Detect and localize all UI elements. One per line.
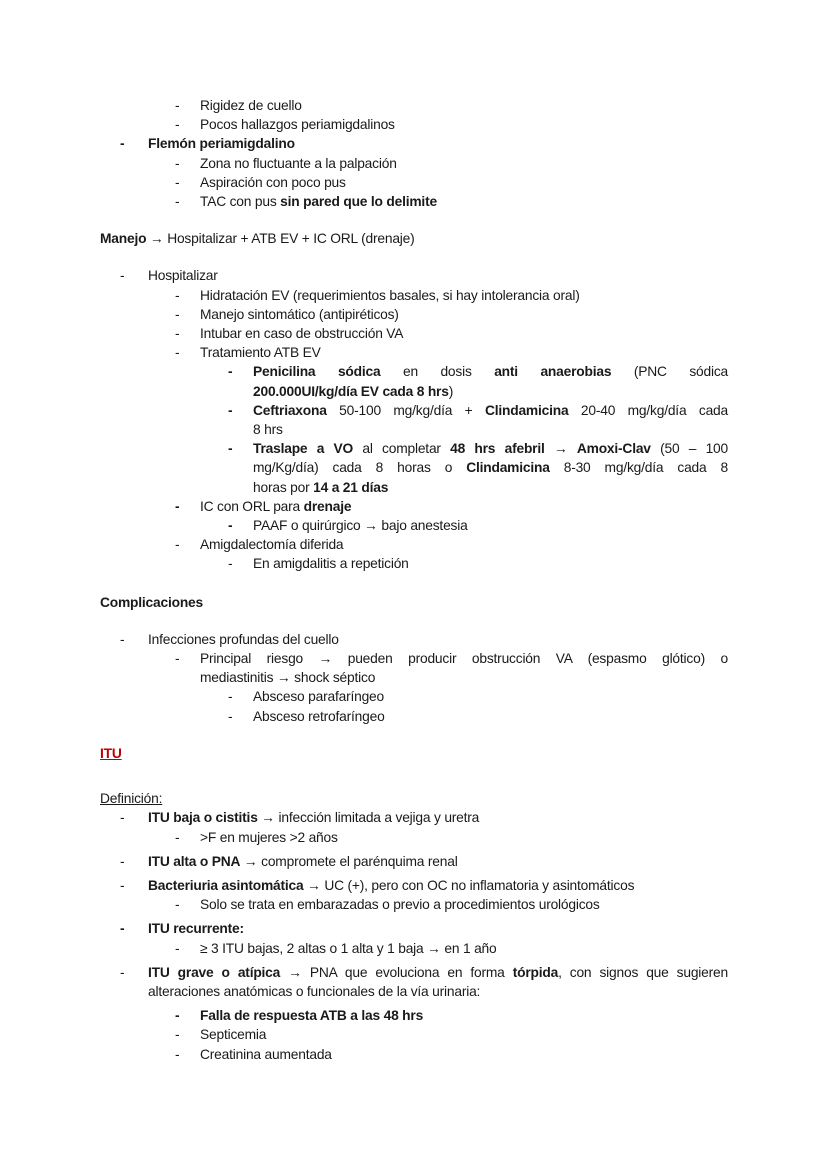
text-line xyxy=(200,286,728,305)
text-line xyxy=(253,478,728,497)
text-run: Absceso parafaríngeo xyxy=(253,689,384,705)
bullet-dash: - xyxy=(120,877,125,893)
bullet-dash: - xyxy=(175,829,180,845)
section-title-itu xyxy=(100,744,728,763)
bullet-dash: - xyxy=(175,1027,180,1043)
text-run: mediastinitis → shock séptico xyxy=(200,670,376,686)
text-content xyxy=(148,808,728,827)
text-run: mg/Kg/día) cada 8 horas o xyxy=(253,460,467,476)
text-content xyxy=(253,707,728,726)
text-run: 8 hrs xyxy=(253,422,283,438)
text-run: → PNA que evoluciona en forma xyxy=(280,964,513,980)
text-run: (PNC sódica xyxy=(611,364,728,380)
text-content xyxy=(200,154,728,173)
text-line xyxy=(148,808,728,827)
text-line xyxy=(253,687,728,706)
text-line xyxy=(148,876,728,895)
bullet-dash: - xyxy=(175,651,180,667)
text-content xyxy=(148,266,728,285)
bullet-creatinina xyxy=(100,1045,728,1064)
text-run: En amigdalitis a repetición xyxy=(253,556,409,572)
bullet-dash: - xyxy=(175,537,180,553)
text-line xyxy=(200,497,728,516)
text-content xyxy=(253,516,728,535)
bullet-dash: - xyxy=(175,345,180,361)
bullet-dash: - xyxy=(228,689,233,705)
bullet-ic-orl xyxy=(100,497,728,516)
bullet-dash: - xyxy=(175,174,180,190)
text-run: ITU grave o atípica xyxy=(148,964,281,980)
bullet-dash: - xyxy=(175,155,180,171)
text-run: Amigdalectomía diferida xyxy=(200,537,344,553)
text-content xyxy=(200,286,728,305)
bullet-dash: - xyxy=(175,498,180,514)
text-line xyxy=(253,554,728,573)
text-run: Solo se trata en embarazadas o previo a procedimientos urológicos xyxy=(200,897,600,913)
text-content xyxy=(148,919,728,938)
text-line xyxy=(200,828,728,847)
text-run: Septicemia xyxy=(200,1027,267,1043)
bullet-itu-recurrente-def xyxy=(100,939,728,958)
bullet-ceftriaxona xyxy=(100,401,728,439)
text-run: Falla de respuesta ATB a las 48 hrs xyxy=(200,1008,424,1024)
text-content xyxy=(148,630,728,649)
text-content xyxy=(200,535,728,554)
bullet-dash: - xyxy=(228,364,233,380)
text-line xyxy=(253,401,728,420)
text-run: → xyxy=(544,441,577,457)
bullet-hospitalizar xyxy=(100,266,728,285)
text-line xyxy=(253,516,728,535)
text-line xyxy=(148,919,728,938)
bullet-zona-no-fluctuante xyxy=(100,154,728,173)
bullet-solo-embarazadas xyxy=(100,895,728,914)
text-line xyxy=(200,1045,728,1064)
bullet-dash: - xyxy=(120,964,125,980)
text-line xyxy=(148,852,728,871)
text-content xyxy=(200,173,728,192)
heading-complicaciones xyxy=(100,593,728,612)
text-run: Pocos hallazgos periamigdalinos xyxy=(200,117,395,133)
text-content xyxy=(253,554,728,573)
text-run: Rigidez de cuello xyxy=(200,98,302,113)
text-run: ) xyxy=(448,383,454,399)
bullet-absceso-parafaringeo xyxy=(100,687,728,706)
text-content xyxy=(148,876,728,895)
bullet-flemon-periamigdalino xyxy=(100,134,728,153)
bullet-dash: - xyxy=(175,326,180,342)
text-line xyxy=(148,266,728,285)
text-run: 20-40 mg/kg/día cada xyxy=(568,402,728,418)
text-content xyxy=(253,439,728,497)
text-line xyxy=(200,192,728,211)
text-line xyxy=(148,963,728,982)
text-line xyxy=(200,115,728,134)
text-line xyxy=(100,789,728,808)
text-line xyxy=(148,630,728,649)
text-run: → compromete el parénquima renal xyxy=(240,853,458,869)
text-line xyxy=(200,154,728,173)
bullet-manejo-sintomatico xyxy=(100,305,728,324)
bullet-falla-atb xyxy=(100,1006,728,1025)
text-line xyxy=(148,134,728,153)
bullet-amigdalitis-repeticion xyxy=(100,554,728,573)
bullet-dash: - xyxy=(175,194,180,210)
bullet-dash: - xyxy=(175,940,180,956)
text-content xyxy=(200,1025,728,1044)
text-content xyxy=(253,687,728,706)
bullet-dash: - xyxy=(175,1008,180,1024)
bullet-dash: - xyxy=(228,441,233,457)
text-run: Bacteriuria asintomática xyxy=(148,877,304,893)
bullet-dash: - xyxy=(228,518,233,534)
bullet-dash: - xyxy=(228,556,233,572)
bullet-itu-baja xyxy=(100,808,728,827)
text-run: Absceso retrofaríngeo xyxy=(253,708,385,724)
bullet-tratamiento-atb xyxy=(100,343,728,362)
text-content xyxy=(200,324,728,343)
bullet-dash: - xyxy=(120,853,125,869)
text-line xyxy=(253,420,728,439)
text-line xyxy=(253,458,728,477)
text-content xyxy=(100,229,728,248)
text-run: 8-30 mg/kg/día cada 8 xyxy=(549,460,728,476)
bullet-principal-riesgo xyxy=(100,649,728,687)
text-line xyxy=(200,668,728,687)
bullet-dash: - xyxy=(228,708,233,724)
text-run: horas por xyxy=(253,479,314,495)
text-line xyxy=(200,1025,728,1044)
text-run: ≥ 3 ITU bajas, 2 altas o 1 alta y 1 baja → en 1 año xyxy=(200,940,497,956)
text-content xyxy=(148,134,728,153)
bullet-dash: - xyxy=(228,402,233,418)
text-run: Infecciones profundas del cuello xyxy=(148,631,339,647)
text-content xyxy=(200,96,728,115)
text-line xyxy=(100,229,728,248)
bullet-mujeres xyxy=(100,828,728,847)
bullet-dash: - xyxy=(120,268,125,284)
text-line xyxy=(200,535,728,554)
text-run: anti anaerobias xyxy=(494,364,612,380)
bullet-dash: - xyxy=(120,631,125,647)
text-run: Complicaciones xyxy=(100,594,204,610)
text-line xyxy=(200,1006,728,1025)
text-content xyxy=(100,593,728,612)
text-run: Manejo sintomático (antipiréticos) xyxy=(200,306,399,322)
text-line xyxy=(200,173,728,192)
bullet-dash: - xyxy=(120,136,125,152)
text-line xyxy=(200,324,728,343)
text-run: (50 – 100 xyxy=(650,441,728,457)
text-content xyxy=(200,828,728,847)
text-run: Hidratación EV (requerimientos basales, si hay intolerancia oral) xyxy=(200,287,580,303)
text-run: al completar xyxy=(353,441,451,457)
text-run: ITU alta o PNA xyxy=(148,853,241,869)
text-run: ITU baja o cistitis xyxy=(148,810,258,826)
text-content xyxy=(200,1045,728,1064)
bullet-traslape-vo xyxy=(100,439,728,497)
bullet-dash: - xyxy=(175,98,180,113)
text-run: → UC (+), pero con OC no inflamatoria y asintomáticos xyxy=(303,877,635,893)
bullet-paaf xyxy=(100,516,728,535)
bullet-dash: - xyxy=(120,921,125,937)
text-run: 14 a 21 días xyxy=(313,479,389,495)
text-content xyxy=(200,305,728,324)
text-run: tórpida xyxy=(512,964,559,980)
text-run: ITU recurrente: xyxy=(148,921,244,937)
text-line xyxy=(200,96,728,115)
text-content xyxy=(253,401,728,439)
text-run: Ceftriaxona xyxy=(253,402,327,418)
text-run: ITU xyxy=(100,745,122,761)
text-run: Aspiración con poco pus xyxy=(200,174,346,190)
text-content xyxy=(148,963,728,1001)
bullet-intubar xyxy=(100,324,728,343)
text-run: Principal riesgo → pueden producir obstrucción VA (espasmo glótico) o xyxy=(200,651,728,667)
text-line xyxy=(100,593,728,612)
text-run: PAAF o quirúrgico → bajo anestesia xyxy=(253,518,468,534)
text-content xyxy=(200,895,728,914)
bullet-aspiracion xyxy=(100,173,728,192)
text-run: TAC con pus xyxy=(200,194,281,210)
text-run: Penicilina sódica xyxy=(253,364,381,380)
text-content xyxy=(200,939,728,958)
text-content xyxy=(100,789,728,808)
text-line xyxy=(253,707,728,726)
bullet-tac xyxy=(100,192,728,211)
text-run: 200.000UI/kg/día EV cada 8 hrs xyxy=(253,383,449,399)
text-run: , con signos que sugieren xyxy=(558,964,728,980)
bullet-rigidez-cuello xyxy=(100,96,728,115)
text-run: → infección limitada a vejiga y uretra xyxy=(257,810,480,826)
text-line xyxy=(253,362,728,381)
text-line xyxy=(253,382,728,401)
text-content xyxy=(200,1006,728,1025)
text-line xyxy=(200,649,728,668)
text-content xyxy=(200,192,728,211)
text-run: Hospitalizar xyxy=(148,268,218,284)
bullet-bacteriuria xyxy=(100,876,728,895)
text-run: Tratamiento ATB EV xyxy=(200,345,321,361)
bullet-septicemia xyxy=(100,1025,728,1044)
heading-manejo xyxy=(100,229,728,248)
text-run: Zona no fluctuante a la palpación xyxy=(200,155,397,171)
bullet-dash: - xyxy=(120,810,125,826)
bullet-absceso-retrofaringeo xyxy=(100,707,728,726)
text-line xyxy=(253,439,728,458)
text-run: Clindamicina xyxy=(466,460,550,476)
text-run: 50-100 mg/kg/día + xyxy=(326,402,485,418)
text-run: Amoxi-Clav xyxy=(576,441,651,457)
text-run: alteraciones anatómicas o funcionales de la vía urinaria: xyxy=(148,983,481,999)
bullet-itu-alta xyxy=(100,852,728,871)
bullet-amigdalectomia xyxy=(100,535,728,554)
text-line xyxy=(200,895,728,914)
text-content xyxy=(200,115,728,134)
bullet-dash: - xyxy=(175,117,180,133)
text-run: Traslape a VO xyxy=(253,441,354,457)
bullet-pocos-hallazgos xyxy=(100,115,728,134)
text-run: sin pared que lo delimite xyxy=(280,194,437,210)
text-run: IC con ORL para xyxy=(200,498,304,514)
bullet-itu-recurrente xyxy=(100,919,728,938)
bullet-dash: - xyxy=(175,287,180,303)
text-line xyxy=(200,305,728,324)
text-content xyxy=(253,362,728,400)
bullet-penicilina xyxy=(100,362,728,400)
text-content xyxy=(200,497,728,516)
bullet-itu-grave xyxy=(100,963,728,1001)
text-run: drenaje xyxy=(303,498,352,514)
text-run: >F en mujeres >2 años xyxy=(200,829,338,845)
bullet-dash: - xyxy=(175,897,180,913)
text-content xyxy=(200,649,728,687)
text-line xyxy=(148,982,728,1001)
text-run: Definición: xyxy=(100,791,163,807)
text-line xyxy=(200,343,728,362)
bullet-hidratacion xyxy=(100,286,728,305)
bullet-dash: - xyxy=(175,306,180,322)
text-content xyxy=(148,852,728,871)
heading-definicion xyxy=(100,789,728,808)
text-run: Flemón periamigdalino xyxy=(148,136,295,152)
bullet-dash: - xyxy=(175,1046,180,1062)
text-run: Creatinina aumentada xyxy=(200,1046,332,1062)
text-run: → Hospitalizar + ATB EV + IC ORL (drenaje) xyxy=(146,231,415,247)
text-line xyxy=(100,744,728,763)
text-content xyxy=(200,343,728,362)
text-run: Intubar en caso de obstrucción VA xyxy=(200,326,404,342)
bullet-infecciones-profundas xyxy=(100,630,728,649)
text-run: Clindamicina xyxy=(484,402,569,418)
text-run: 48 hrs afebril xyxy=(450,441,545,457)
text-run: en dosis xyxy=(380,364,495,380)
text-content xyxy=(100,744,728,763)
text-line xyxy=(200,939,728,958)
text-run: Manejo xyxy=(100,231,147,247)
